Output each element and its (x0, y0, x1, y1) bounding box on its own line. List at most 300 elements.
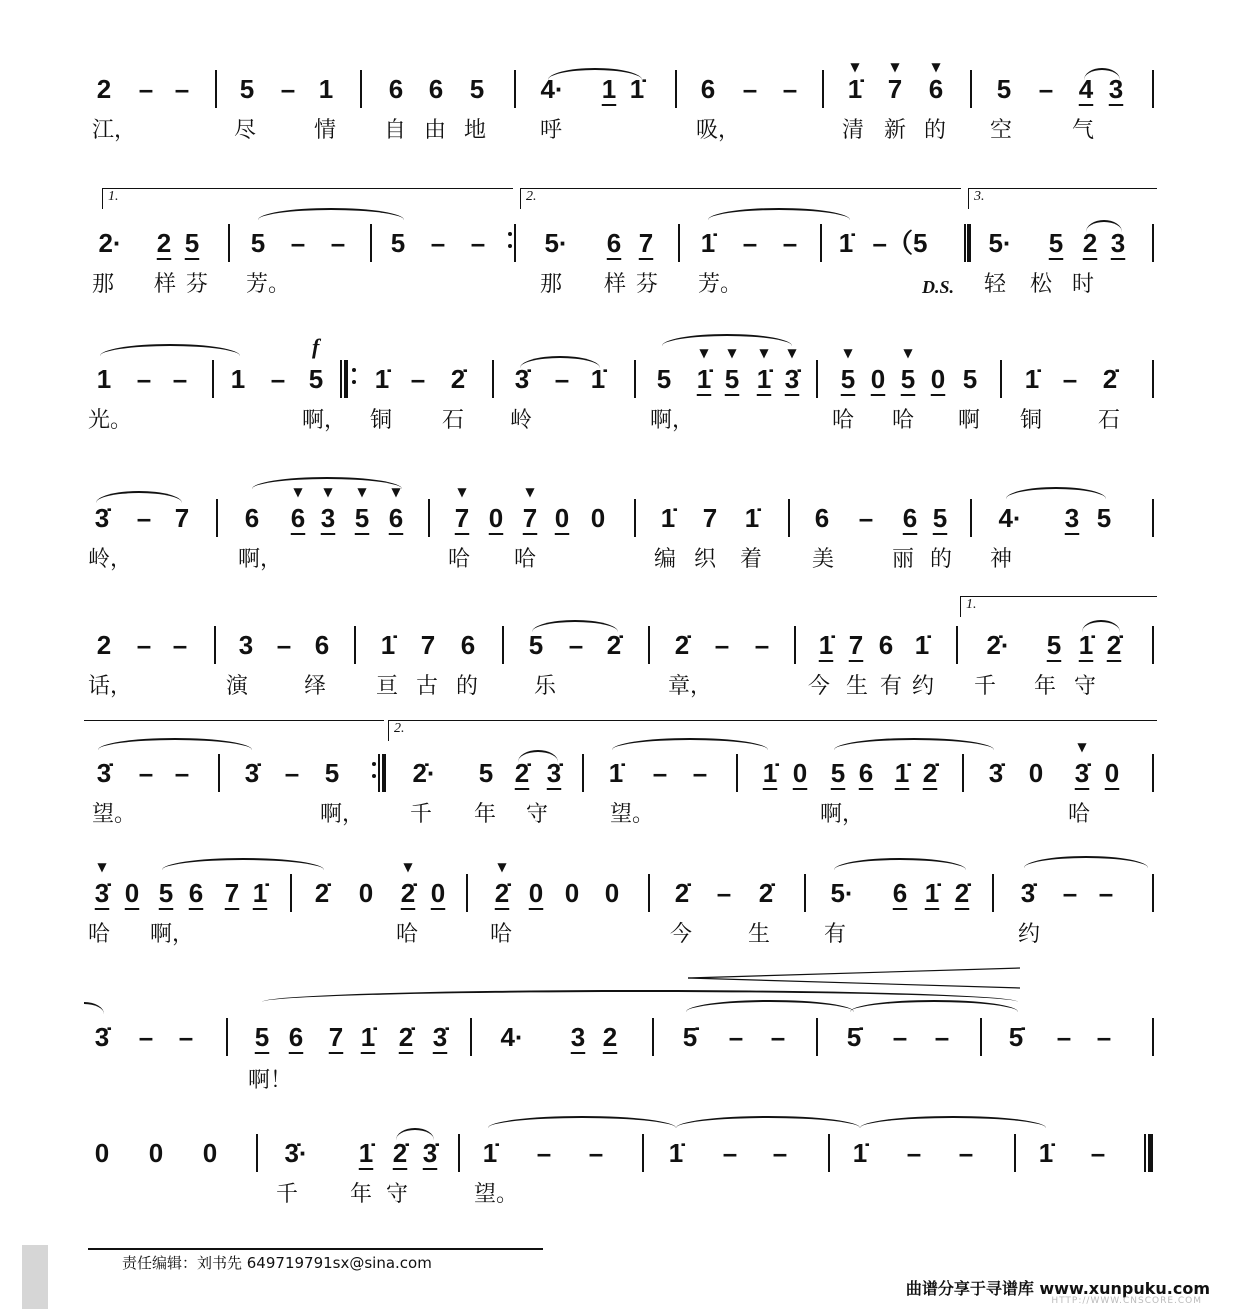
tie (520, 356, 600, 368)
note: 5 (932, 503, 948, 533)
tie (1084, 68, 1120, 80)
note: – (722, 1138, 738, 1168)
note: – (692, 758, 708, 788)
lyric: 啊， (320, 802, 365, 827)
lyric: 演 (226, 674, 249, 699)
lyric: 亘 (376, 674, 399, 699)
note: – (714, 630, 730, 660)
note: 2· (98, 228, 122, 258)
note: 3̇ (94, 1022, 110, 1052)
note: 1̇ (744, 503, 760, 533)
volta-3: 3. (968, 188, 1157, 209)
note: 6 (878, 630, 894, 660)
barline (218, 754, 220, 792)
note: 2̇ (1106, 630, 1122, 660)
barline (634, 360, 636, 398)
accent-mark: ▼ (759, 346, 769, 360)
tie (1086, 220, 1122, 232)
lyric: 守 (526, 802, 549, 827)
note: 1̇ (696, 364, 712, 394)
note: 5 (250, 228, 266, 258)
lyric: 哈 (490, 922, 513, 947)
lyric: 呼 (540, 118, 563, 143)
accent-mark: ▼ (890, 60, 900, 74)
note: 2̇· (412, 758, 436, 788)
lyric: 哈 (448, 547, 471, 572)
note: 3 (238, 630, 254, 660)
note: 1̇ (482, 1138, 498, 1168)
note: 1̇ (914, 630, 930, 660)
note: 2 (1082, 228, 1098, 258)
accent-mark: ▼ (391, 485, 401, 499)
accent-mark: ▼ (293, 485, 303, 499)
note: 5· (830, 878, 854, 908)
note: – (554, 364, 570, 394)
note: 6 (460, 630, 476, 660)
lyric: 啊， (302, 408, 347, 433)
barline (466, 874, 468, 912)
barline (956, 626, 958, 664)
note: 2̇ (450, 364, 466, 394)
note: 6 (928, 74, 944, 104)
note: – (934, 1022, 950, 1052)
lyric: 啊！ (248, 1068, 293, 1093)
note: 2̇· (986, 630, 1010, 660)
accent-mark: ▼ (903, 346, 913, 360)
note: 1̇ (608, 758, 624, 788)
barline (360, 70, 362, 108)
note: – (536, 1138, 552, 1168)
lyric: 年 (350, 1182, 373, 1207)
note: – (728, 1022, 744, 1052)
note: 0 (124, 878, 140, 908)
note: 1̇ (358, 1138, 374, 1168)
note: – (568, 630, 584, 660)
lyric: 今 (670, 922, 693, 947)
lyric: 由 (424, 118, 447, 143)
note: – (136, 503, 152, 533)
note: 3̇ (784, 364, 800, 394)
barline (1152, 499, 1154, 537)
lyric: 生 (846, 674, 869, 699)
note: – (136, 364, 152, 394)
barline (215, 70, 217, 108)
tie (1082, 620, 1120, 632)
notation-row (0, 228, 1240, 268)
note: 5 (354, 503, 370, 533)
note: 3 (320, 503, 336, 533)
lyric: 千 (974, 674, 997, 699)
watermark: HTTP://WWW.CNSCORE.COM (1051, 1296, 1202, 1306)
editor-credit: 责任编辑：刘书先 649719791sx@sina.com (122, 1254, 432, 1272)
barline (1152, 70, 1154, 108)
tie (1006, 487, 1106, 499)
note: 0 (590, 503, 606, 533)
lyric: 松 (1030, 272, 1053, 297)
lyric: 哈 (88, 922, 111, 947)
lyric: 望。 (610, 802, 655, 827)
lyric: 守 (1074, 674, 1097, 699)
lyric: 哈 (832, 408, 855, 433)
notation-row (0, 630, 1240, 670)
barline (212, 360, 214, 398)
volta-2: 2. (520, 188, 961, 209)
lyric: 芳。 (246, 272, 291, 297)
note: 4· (500, 1022, 524, 1052)
accent-mark: ▼ (787, 346, 797, 360)
note: – (284, 758, 300, 788)
barline (788, 499, 790, 537)
note: 5̇ (682, 1022, 698, 1052)
note: 0 (148, 1138, 164, 1168)
note: 1̇ (380, 630, 396, 660)
lyric: 章， (668, 674, 713, 699)
barline (1000, 360, 1002, 398)
note: 2̇ (606, 630, 622, 660)
lyric: 新 (884, 118, 907, 143)
note: 3̇ (94, 503, 110, 533)
note: 0 (528, 878, 544, 908)
note: – (1096, 1022, 1112, 1052)
note: 5̇ (846, 1022, 862, 1052)
note: – (138, 758, 154, 788)
barline (980, 1018, 982, 1056)
note: 5 (308, 364, 324, 394)
tie (834, 858, 966, 870)
tie (396, 1128, 434, 1140)
accent-mark: ▼ (525, 485, 535, 499)
lyric: 编 (654, 547, 677, 572)
note: 1̇ (360, 1022, 376, 1052)
note: 0 (930, 364, 946, 394)
double-barline (964, 224, 971, 262)
note: 2̇ (758, 878, 774, 908)
barline (970, 499, 972, 537)
tie (100, 344, 240, 356)
barline (648, 626, 650, 664)
note: 7 (522, 503, 538, 533)
note: 4· (998, 503, 1022, 533)
note: 5 (254, 1022, 270, 1052)
lyric: 哈 (514, 547, 537, 572)
note: 3̇ (422, 1138, 438, 1168)
lyric: 气 (1072, 118, 1095, 143)
notation-row (0, 1022, 1240, 1062)
lyric: 千 (410, 802, 433, 827)
barline (256, 1134, 258, 1172)
note: 5 (962, 364, 978, 394)
note: 0 (430, 878, 446, 908)
volta-1: 1. (960, 596, 1157, 617)
forte-marking: f (312, 334, 320, 359)
lyric: 岭 (510, 408, 533, 433)
note: – (270, 364, 286, 394)
tie (860, 1116, 1046, 1128)
notation-row (0, 334, 1240, 404)
lyric: 啊， (150, 922, 195, 947)
barline (428, 499, 430, 537)
note: – (770, 1022, 786, 1052)
note: 3̇ (96, 758, 112, 788)
note: – (906, 1138, 922, 1168)
lyric: 年 (1034, 674, 1057, 699)
lyric: 神 (990, 547, 1013, 572)
lyric: 绎 (304, 674, 327, 699)
barline (828, 1134, 830, 1172)
note: 0 (604, 878, 620, 908)
scan-edge-strip (22, 1245, 48, 1309)
accent-mark: ▼ (497, 860, 507, 874)
lyric: 啊， (820, 802, 865, 827)
lyric: 芳。 (698, 272, 743, 297)
note: 3̇· (284, 1138, 308, 1168)
barline (502, 626, 504, 664)
lyric: 的 (930, 547, 953, 572)
lyric: 情 (314, 118, 337, 143)
note: – (178, 1022, 194, 1052)
note: 2̇ (392, 1138, 408, 1168)
note: 6 (188, 878, 204, 908)
tie (532, 620, 618, 632)
barline (1152, 754, 1154, 792)
tie (708, 208, 850, 220)
lyric: 千 (276, 1182, 299, 1207)
final-barline (1144, 1134, 1153, 1172)
lyric: 那 (540, 272, 563, 297)
tie (676, 1116, 860, 1128)
note: 1 (96, 364, 112, 394)
note: 7 (420, 630, 436, 660)
note: – (174, 758, 190, 788)
note: 0 (1028, 758, 1044, 788)
note: 3̇ (1074, 758, 1090, 788)
tie (162, 858, 324, 870)
note: 3 (1064, 503, 1080, 533)
note: 5 (184, 228, 200, 258)
barline (648, 874, 650, 912)
site-brand[interactable]: 曲谱分享于寻谱库 www.xunpuku.com (905, 1279, 1210, 1298)
note: – (892, 1022, 908, 1052)
note: 5 (324, 758, 340, 788)
note: 6 (700, 74, 716, 104)
note: – (742, 228, 758, 258)
lyric: 约 (1018, 922, 1041, 947)
barline (226, 1018, 228, 1056)
accent-mark: ▼ (457, 485, 467, 499)
barline (675, 70, 677, 108)
barline (458, 1134, 460, 1172)
lyric: 样 (604, 272, 627, 297)
note: 5 (840, 364, 856, 394)
note: 2̇ (400, 878, 416, 908)
barline (290, 874, 292, 912)
note: 7 (887, 74, 903, 104)
crescendo-hairpin (688, 966, 1020, 990)
note: 2̇ (314, 878, 330, 908)
lyric: 有 (824, 922, 847, 947)
note: 7 (224, 878, 240, 908)
note: 5 (390, 228, 406, 258)
note: 1̇ (756, 364, 772, 394)
volta-2: 2. (388, 720, 1157, 741)
note: – (330, 228, 346, 258)
note: 1̇ (374, 364, 390, 394)
note: 7 (328, 1022, 344, 1052)
note: – (742, 74, 758, 104)
note: – (858, 503, 874, 533)
note: 0 (554, 503, 570, 533)
note: – (430, 228, 446, 258)
note: – (772, 1138, 788, 1168)
note: – (172, 364, 188, 394)
barline (1152, 360, 1154, 398)
note: 2̇ (674, 630, 690, 660)
lyric: 守 (386, 1182, 409, 1207)
lyric: 年 (474, 802, 497, 827)
lyric: 石 (1098, 408, 1121, 433)
note: 6 (858, 758, 874, 788)
note: 3 (1108, 74, 1124, 104)
lyric: 那 (92, 272, 115, 297)
notation-row (0, 740, 1240, 798)
note: – (716, 878, 732, 908)
accent-mark: ▼ (850, 60, 860, 74)
note: 6 (244, 503, 260, 533)
note: 2 (602, 1022, 618, 1052)
notation-row (0, 60, 1240, 114)
lyric: 江， (92, 118, 137, 143)
lyric: 地 (464, 118, 487, 143)
accent-mark: ▼ (357, 485, 367, 499)
lyric: 啊， (238, 547, 283, 572)
note: 5 (1046, 630, 1062, 660)
note: 5 (239, 74, 255, 104)
tie (548, 68, 642, 80)
note: – (136, 630, 152, 660)
note: 3̇ (546, 758, 562, 788)
tie (252, 477, 402, 489)
note: 5 (528, 630, 544, 660)
lyric: 啊 (958, 408, 981, 433)
note: 2 (156, 228, 172, 258)
note: 1̇ (252, 878, 268, 908)
note: – (1062, 364, 1078, 394)
tie (488, 1116, 676, 1128)
lyric: 乐 (534, 674, 557, 699)
note: – (1098, 878, 1114, 908)
note: 2̇ (1102, 364, 1118, 394)
note: 2̇ (494, 878, 510, 908)
note: 0 (94, 1138, 110, 1168)
note: 5 (996, 74, 1012, 104)
barline (492, 360, 494, 398)
note: 3̇ (432, 1022, 448, 1052)
lyric: 望。 (92, 802, 137, 827)
note: – (280, 74, 296, 104)
note: – (652, 758, 668, 788)
accent-mark: ▼ (931, 60, 941, 74)
repeat-end (372, 754, 382, 792)
barline (820, 224, 822, 262)
note: 5 (158, 878, 174, 908)
barline (794, 626, 796, 664)
note: 7 (638, 228, 654, 258)
lyric: 清 (842, 118, 865, 143)
tie (98, 738, 252, 750)
barline (992, 874, 994, 912)
barline (214, 626, 216, 664)
lyric: 岭， (88, 547, 133, 572)
note: 7 (848, 630, 864, 660)
note: 1̇ (660, 503, 676, 533)
barline (470, 1018, 472, 1056)
note: 6 (314, 630, 330, 660)
note: 2̇ (922, 758, 938, 788)
note: 0 (1104, 758, 1120, 788)
lyric: 望。 (474, 1182, 519, 1207)
note: 3̇ (94, 878, 110, 908)
note: 0 (202, 1138, 218, 1168)
note: 1 (230, 364, 246, 394)
accent-mark: ▼ (1077, 740, 1087, 754)
note: 6 (388, 74, 404, 104)
note: 3̇ (244, 758, 260, 788)
notation-row (0, 1138, 1240, 1178)
note: 5 (656, 364, 672, 394)
lyric: 光。 (88, 408, 133, 433)
note: – (754, 630, 770, 660)
note: 6 (902, 503, 918, 533)
tie (96, 491, 182, 503)
barline (962, 754, 964, 792)
tie (662, 334, 792, 346)
barline (582, 754, 584, 792)
barline (228, 224, 230, 262)
note: 1̇ (852, 1138, 868, 1168)
lyric: 着 (740, 547, 763, 572)
note: 6 (428, 74, 444, 104)
lyric: 古 (416, 674, 439, 699)
note: 5 (900, 364, 916, 394)
note: – (588, 1138, 604, 1168)
note: 5 (469, 74, 485, 104)
lyric: 空 (990, 118, 1013, 143)
accent-mark: ▼ (97, 860, 107, 874)
barline (1152, 1018, 1154, 1056)
lyric: 尽 (234, 118, 257, 143)
lyric: 有 (880, 674, 903, 699)
barline (652, 1018, 654, 1056)
lyric: 样 (154, 272, 177, 297)
lyric: 时 (1072, 272, 1095, 297)
barline (970, 70, 972, 108)
barline (678, 224, 680, 262)
note: 3̇ (1020, 878, 1036, 908)
note: – (174, 74, 190, 104)
tie (518, 750, 558, 762)
note: 4· (540, 74, 564, 104)
note: 6 (288, 1022, 304, 1052)
note: 4 (1078, 74, 1094, 104)
note: 1̇ (700, 228, 716, 258)
note: – (1056, 1022, 1072, 1052)
lyric: 吸， (696, 118, 741, 143)
lyric: 丽 (892, 547, 915, 572)
tie (1024, 856, 1148, 868)
lyric: 话， (88, 674, 133, 699)
note: 3 (1110, 228, 1126, 258)
note: 0 (870, 364, 886, 394)
